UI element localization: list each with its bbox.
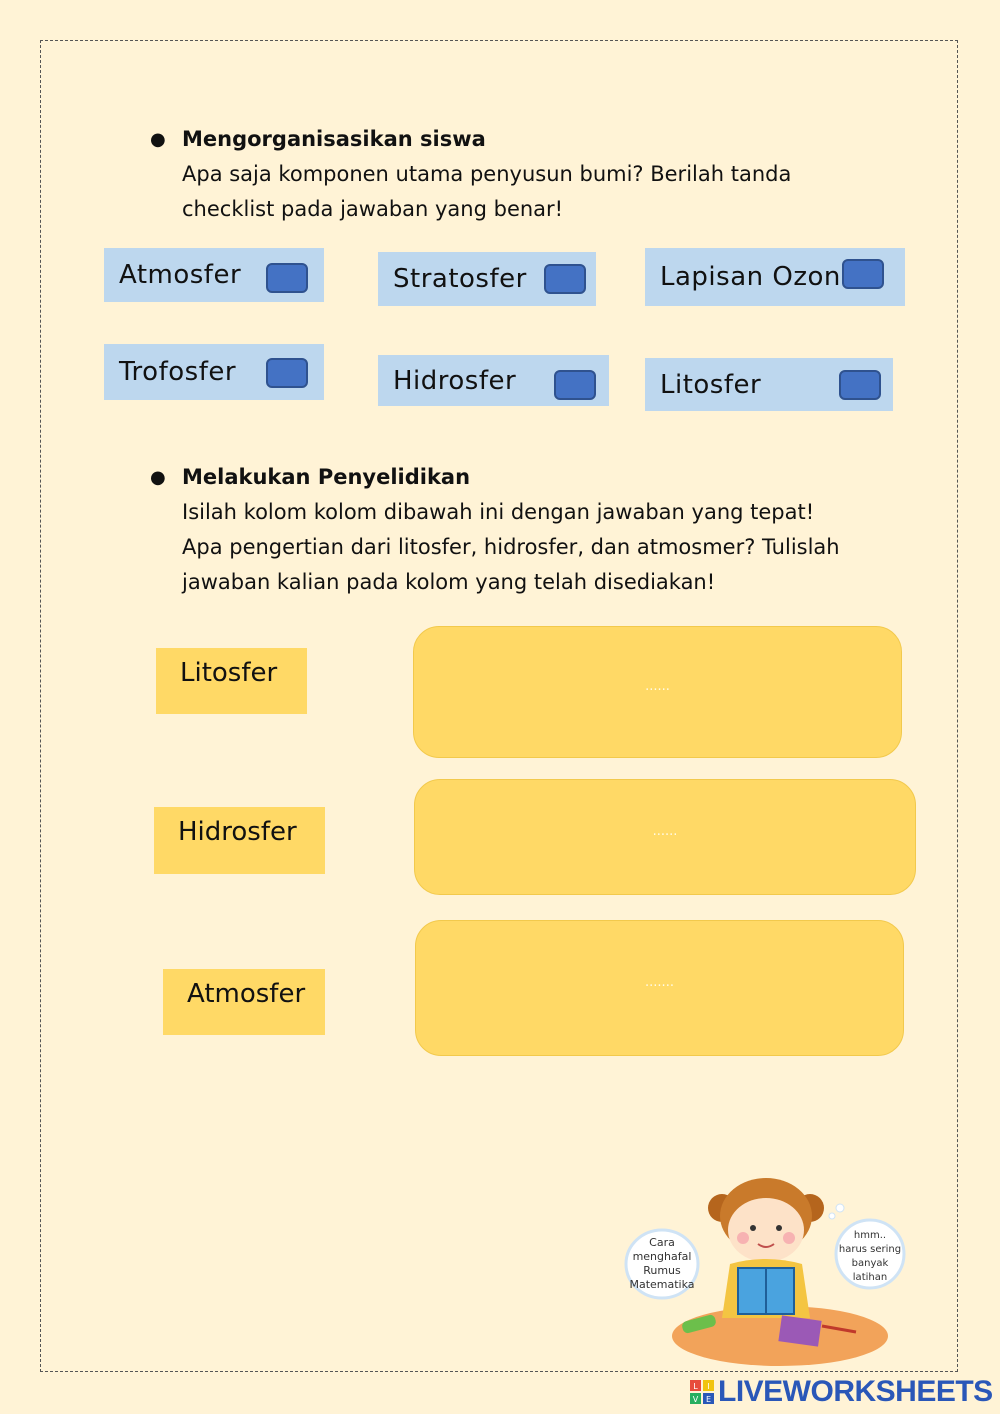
option-lapisan-ozon (645, 248, 905, 306)
answer-box-hidrosfer[interactable]: ...... (414, 779, 916, 895)
section-heading: Melakukan Penyelidikan (182, 465, 471, 489)
instruction-line: jawaban kalian pada kolom yang telah disediakan! (182, 570, 716, 594)
liveworksheets-brand (690, 1372, 995, 1412)
term-atmosfer: Atmosfer (163, 969, 325, 1035)
answer-box-litosfer[interactable]: ...... (413, 626, 902, 758)
option-stratosfer (378, 252, 596, 306)
bubble-right-line: harus sering (838, 1244, 902, 1255)
instruction-line: Apa pengertian dari litosfer, hidrosfer, dan atmosmer? Tulislah (182, 535, 840, 559)
option-label: Stratosfer (393, 264, 527, 294)
option-label: Litosfer (660, 369, 762, 400)
svg-text:I: I (707, 1382, 710, 1391)
svg-text:L: L (693, 1382, 698, 1391)
checkbox-hidrosfer[interactable] (554, 370, 596, 400)
checkbox-trofosfer[interactable] (266, 358, 308, 388)
svg-text:E: E (705, 1395, 712, 1404)
svg-text:V: V (692, 1395, 699, 1404)
checkbox-litosfer[interactable] (839, 370, 881, 400)
option-label: Lapisan Ozon (660, 262, 841, 292)
liveworksheets-logo-icon (690, 1380, 714, 1404)
instruction-line: Apa saja komponen utama penyusun bumi? Berilah tanda (182, 162, 792, 186)
instruction-line: Isilah kolom kolom dibawah ini dengan jawaban yang tepat! (182, 500, 815, 524)
section-organize (150, 122, 910, 227)
instruction-line: checklist pada jawaban yang benar! (182, 197, 564, 221)
checkbox-atmosfer[interactable] (266, 263, 308, 293)
option-trofosfer (104, 344, 324, 400)
bubble-right-line: latihan (852, 1272, 888, 1283)
section-investigate (150, 460, 910, 600)
option-label: Hidrosfer (393, 365, 517, 396)
bullet-icon: ● (150, 467, 166, 488)
bubble-left-line: Cara (649, 1236, 675, 1249)
bubble-left-line: menghafal (632, 1250, 692, 1263)
answer-box-atmosfer[interactable]: ....... (415, 920, 904, 1056)
term-hidrosfer: Hidrosfer (154, 807, 325, 874)
term-litosfer: Litosfer (156, 648, 307, 714)
bubble-left-line: Matematika (629, 1278, 695, 1291)
bubble-right-line: banyak (851, 1258, 889, 1269)
brand-name: LIVEWORKSHEETS (718, 1375, 993, 1408)
girl-studying-illustration (612, 1168, 912, 1372)
option-litosfer (645, 358, 893, 411)
checkbox-lapisan-ozon[interactable] (842, 259, 884, 289)
option-hidrosfer (378, 355, 609, 406)
option-label: Trofosfer (119, 357, 237, 387)
option-atmosfer (104, 248, 324, 302)
checkbox-stratosfer[interactable] (544, 264, 586, 294)
bubble-right-line: hmm.. (853, 1230, 887, 1241)
bubble-left-line: Rumus (643, 1264, 681, 1277)
section-heading: Mengorganisasikan siswa (182, 127, 486, 151)
bullet-icon: ● (150, 129, 166, 150)
option-label: Atmosfer (119, 260, 242, 290)
